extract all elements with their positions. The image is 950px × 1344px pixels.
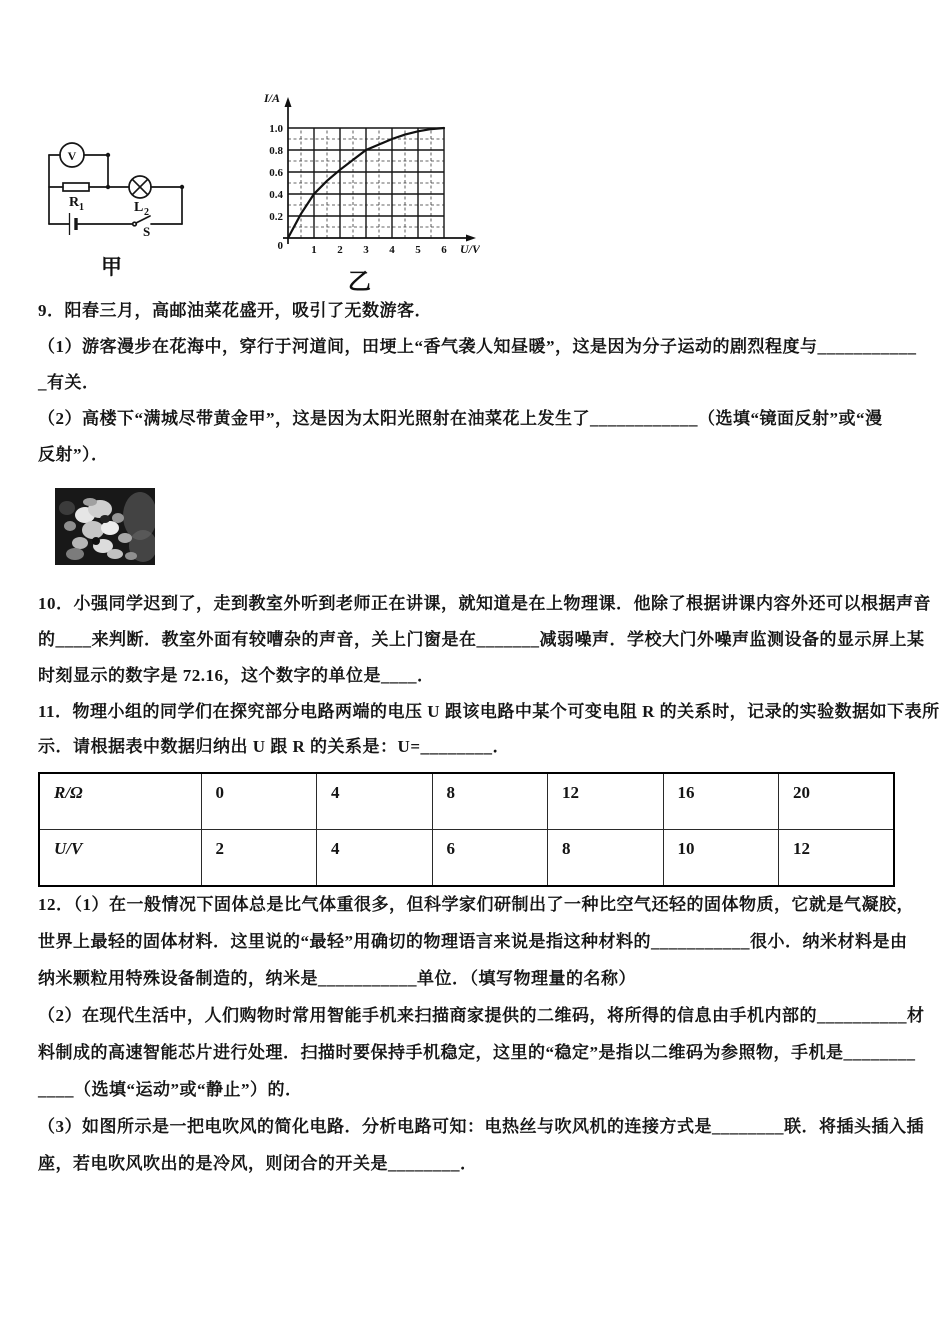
table-cell: 12 [548,773,664,830]
q12-line-4: （2）在现代生活中，人们购物时常用智能手机来扫描商家提供的二维码，将所得的信息由手机内部的__________材 [38,1006,925,1025]
table-cell: 8 [432,773,548,830]
circuit-caption: 甲 [101,255,122,279]
lamp-subscript: 2 [144,207,149,218]
iv-graph [250,90,480,260]
question-11 [38,694,940,764]
svg-text:4: 4 [389,244,395,256]
q9-line-5: 反射”）． [38,445,109,464]
q12-line-8: 座，若电吹风吹出的是冷风，则闭合的开关是________． [38,1154,478,1173]
rapeseed-flower-photo [55,488,155,570]
resistor-icon [63,183,89,191]
svg-text:3: 3 [363,244,369,256]
svg-text:0.6: 0.6 [269,167,283,179]
q10-line-1: 10．小强同学迟到了，走到教室外听到老师正在讲课，就知道是在上物理课．他除了根据讲课内容外还可以根据声音 [38,594,931,613]
table-cell: 4 [317,773,433,830]
table-header-u: U/V [39,830,201,887]
svg-text:I/A: I/A [263,91,281,105]
question-9 [38,293,928,473]
switch-label: S [143,224,151,239]
svg-text:5: 5 [415,244,421,256]
svg-text:0: 0 [277,240,283,252]
table-cell: 12 [779,830,895,887]
table-row-r [39,773,894,830]
graph-caption: 乙 [348,269,371,294]
resistor-label: R [69,195,80,210]
table-cell: 8 [548,830,664,887]
q12-line-1: 12．（1）在一般情况下固体总是比气体重很多，但科学家们研制出了一种比空气还轻的固体物质，它就是气凝胶， [38,895,914,914]
circuit-diagram [45,122,195,240]
lamp-label: L [134,200,144,215]
q11-line-1: 11．物理小组的同学们在探究部分电路两端的电压 U 跟该电路中某个可变电阻 R 的关系时，记录的实验数据如下表所 [38,702,940,721]
table-cell: 0 [201,773,317,830]
svg-text:6: 6 [441,244,447,256]
q12-line-3: 纳米颗粒用特殊设备制造的，纳米是___________单位．（填写物理量的名称） [38,969,636,988]
q12-line-6: ____（选填“运动”或“静止”）的． [38,1080,303,1099]
question-12 [38,886,928,1182]
q12-line-5: 料制成的高速智能芯片进行处理．扫描时要保持手机稳定，这里的“稳定”是指以二维码为参照物，手机是________ [38,1043,916,1062]
table-cell: 20 [779,773,895,830]
q10-line-3: 时刻显示的数字是 72.16，这个数字的单位是____． [38,666,435,685]
svg-text:0.8: 0.8 [269,145,283,157]
q10-line-2: 的____来判断．教室外面有较嘈杂的声音，关上门窗是在_______减弱噪声．学校大门外噪声监测设备的显示屏上某 [38,630,925,649]
table-header-r: R/Ω [39,773,201,830]
svg-text:1.0: 1.0 [269,123,283,135]
svg-text:1: 1 [311,244,317,256]
svg-text:0.2: 0.2 [269,211,283,223]
q12-line-2: 世界上最轻的固体材料．这里说的“最轻”用确切的物理语言来说是指这种材料的___________很小．纳米材料是由 [38,932,908,951]
resistor-subscript: 1 [79,202,84,213]
table-cell: 16 [663,773,779,830]
table-row-u [39,830,894,887]
circuit-diagram-figure [45,122,205,281]
table-cell: 2 [201,830,317,887]
table-cell: 10 [663,830,779,887]
table-cell: 4 [317,830,433,887]
q11-line-2: 示．请根据表中数据归纳出 U 跟 R 的关系是：U=________． [38,737,511,756]
q9-line-1: 9．阳春三月，高邮油菜花盛开，吸引了无数游客． [38,301,432,320]
iv-graph-figure [250,90,485,296]
q9-line-2: （1）游客漫步在花海中，穿行于河道间，田埂上“香气袭人知昼暖”，这是因为分子运动的剧烈程度与___________ [38,337,917,356]
svg-text:2: 2 [337,244,343,256]
q9-line-3: _有关． [38,373,100,392]
r-u-data-table [38,772,895,887]
question-10 [38,586,931,694]
voltmeter-label: V [67,149,77,163]
svg-text:0.4: 0.4 [269,189,283,201]
table-cell: 6 [432,830,548,887]
svg-text:U/V: U/V [459,242,480,256]
q9-line-4: （2）高楼下“满城尽带黄金甲”，这是因为太阳光照射在油菜花上发生了____________（选填“镜面反射”或“漫 [38,409,883,428]
q12-line-7: （3）如图所示是一把电吹风的简化电路．分析电路可知：电热丝与吹风机的连接方式是________联．将插头插入插 [38,1117,924,1136]
